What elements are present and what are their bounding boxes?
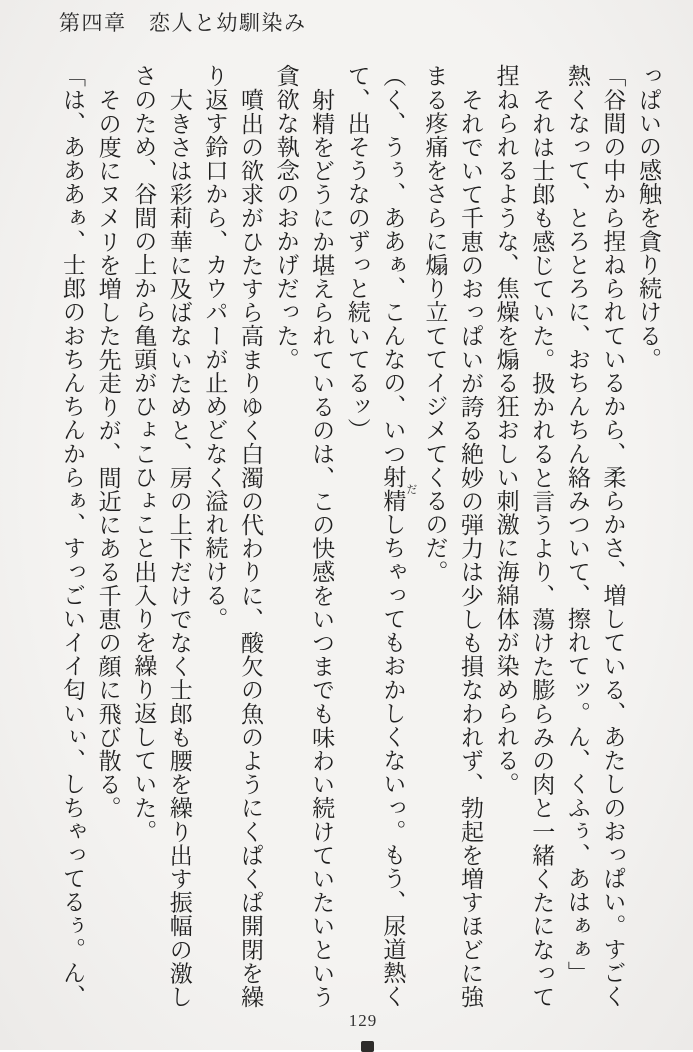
paragraph: 「は、あああぁ、士郎のおちんちんからぁ、すっごいイイ匂いぃ、しちゃってるぅ。ん、	[60, 64, 85, 1008]
body-text	[60, 64, 666, 1008]
paragraph: 「谷間の中から捏ねられているから、柔らかさ、増している、あたしのおっぱい。すごく熱くなって、とろとろに、おちんちん絡みついて、擦れてッ。ん、くふぅ、あはぁぁ」	[564, 64, 626, 1008]
ruby-annotated-word: 射精 だ	[380, 465, 417, 513]
chapter-header: 第四章 恋人と幼馴染み	[59, 11, 307, 35]
paragraph: 噴出の欲求がひたすら高まりゆく白濁の代わりに、酸欠の魚のようにくぱくぱ開閉を繰り返す鈴口から、カウパーが止めどなく溢れ続ける。	[202, 64, 263, 1008]
paragraph: その度にヌメリを増した先走りが、間近にある千恵の顔に飛び散る。	[95, 87, 121, 820]
page-number: 129	[348, 1011, 378, 1030]
paragraph: それでいて千恵のおっぱいが誇る絶妙の弾力は少しも損なわれず、勃起を増すほどに強まる疼痛をさらに煽り立ててイジメてくるのだ。	[422, 64, 484, 1008]
paragraph: それは士郎も感じていた。扱かれると言うより、蕩けた膨らみの肉と一緒くたになって捏ねられるような、焦燥を煽る狂おしい刺激に海綿体が染められる。	[493, 64, 555, 1008]
paragraph: 射精をどうにか堪えられているのは、この快感をいつまでも味わい続けていたいという貪欲な執念のおかげだった。	[273, 64, 335, 1008]
paragraph: っぱいの感触を貪り続ける。	[636, 64, 661, 371]
paragraph: 大きさは彩莉華に及ばないためと、房の上下だけでなく士郎も腰を繰り出す振幅の激しさのため、谷間の上から亀頭がひょこひょこと出入りを繰り返していた。	[131, 64, 192, 1008]
page-bottom-mark	[361, 1041, 374, 1052]
paragraph: （く、うぅ、ああぁ、こんなの、いつ射精 だしちゃってもおかしくないっ。もう、尿道熱くて、出そうなのずっと続いてるッ）	[344, 64, 417, 1009]
